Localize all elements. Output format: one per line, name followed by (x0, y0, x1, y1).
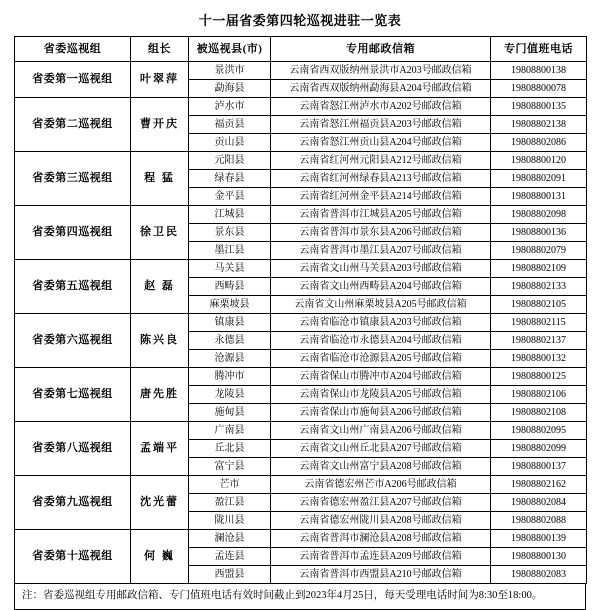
cell-mail-box: 云南省临沧市永德县A204号邮政信箱 (271, 332, 491, 350)
cell-mail-box: 云南省红河州金平县A214号邮政信箱 (271, 188, 491, 206)
cell-inspected-unit: 沧源县 (189, 350, 271, 368)
table-row (15, 368, 587, 386)
column-header-unit: 被巡视县(市) (189, 37, 271, 62)
column-header-mail: 专用邮政信箱 (271, 37, 491, 62)
cell-group-name: 省委第二巡视组 (15, 98, 131, 152)
cell-inspected-unit: 景洪市 (189, 62, 271, 80)
cell-mail-box: 云南省红河州元阳县A212号邮政信箱 (271, 152, 491, 170)
cell-duty-phone: 19808800135 (491, 98, 587, 116)
cell-inspected-unit: 施甸县 (189, 404, 271, 422)
cell-leader-name: 陈兴良 (131, 314, 189, 368)
cell-inspected-unit: 勐海县 (189, 80, 271, 98)
cell-inspected-unit: 澜沧县 (189, 530, 271, 548)
cell-mail-box: 云南省临沧市沧源县A205号邮政信箱 (271, 350, 491, 368)
cell-mail-box: 云南省怒江州贡山县A204号邮政信箱 (271, 134, 491, 152)
cell-leader-name: 叶翠萍 (131, 62, 189, 98)
cell-leader-name: 曹开庆 (131, 98, 189, 152)
footer-note (14, 583, 586, 610)
cell-inspected-unit: 景东县 (189, 224, 271, 242)
cell-inspected-unit: 盈江县 (189, 494, 271, 512)
cell-duty-phone: 19808800137 (491, 458, 587, 476)
cell-duty-phone: 19808802098 (491, 206, 587, 224)
cell-mail-box: 云南省文山州富宁县A208号邮政信箱 (271, 458, 491, 476)
cell-duty-phone: 19808802088 (491, 512, 587, 530)
cell-mail-box: 云南省怒江州泸水市A202号邮政信箱 (271, 98, 491, 116)
cell-duty-phone: 19808802079 (491, 242, 587, 260)
cell-group-name: 省委第十巡视组 (15, 530, 131, 584)
cell-duty-phone: 19808802084 (491, 494, 587, 512)
cell-mail-box: 云南省普洱市澜沧县A208号邮政信箱 (271, 530, 491, 548)
cell-mail-box: 云南省西双版纳州景洪市A203号邮政信箱 (271, 62, 491, 80)
table-header (15, 37, 587, 62)
cell-mail-box: 云南省普洱市孟连县A209号邮政信箱 (271, 548, 491, 566)
cell-inspected-unit: 元阳县 (189, 152, 271, 170)
cell-duty-phone: 19808802083 (491, 566, 587, 584)
table-row (15, 206, 587, 224)
cell-inspected-unit: 江城县 (189, 206, 271, 224)
cell-inspected-unit: 永德县 (189, 332, 271, 350)
cell-leader-name: 何 巍 (131, 530, 189, 584)
table-row (15, 476, 587, 494)
table-row (15, 422, 587, 440)
cell-inspected-unit: 马关县 (189, 260, 271, 278)
cell-group-name: 省委第七巡视组 (15, 368, 131, 422)
cell-mail-box: 云南省红河州绿春县A213号邮政信箱 (271, 170, 491, 188)
inspection-table (14, 36, 587, 584)
cell-duty-phone: 19808800130 (491, 548, 587, 566)
cell-duty-phone: 19808802099 (491, 440, 587, 458)
cell-inspected-unit: 孟连县 (189, 548, 271, 566)
cell-inspected-unit: 富宁县 (189, 458, 271, 476)
cell-inspected-unit: 麻栗坡县 (189, 296, 271, 314)
cell-duty-phone: 19808802105 (491, 296, 587, 314)
cell-leader-name: 程 猛 (131, 152, 189, 206)
table-header-row (15, 37, 587, 62)
cell-mail-box: 云南省保山市龙陵县A205号邮政信箱 (271, 386, 491, 404)
cell-mail-box: 云南省保山市腾冲市A204号邮政信箱 (271, 368, 491, 386)
cell-duty-phone: 19808802086 (491, 134, 587, 152)
cell-duty-phone: 19808800078 (491, 80, 587, 98)
cell-mail-box: 云南省德宏州盈江县A207号邮政信箱 (271, 494, 491, 512)
cell-inspected-unit: 芒市 (189, 476, 271, 494)
cell-inspected-unit: 泸水市 (189, 98, 271, 116)
cell-duty-phone: 19808800125 (491, 368, 587, 386)
table-row (15, 98, 587, 116)
cell-mail-box: 云南省文山州丘北县A207号邮政信箱 (271, 440, 491, 458)
cell-mail-box: 云南省德宏州陇川县A208号邮政信箱 (271, 512, 491, 530)
cell-group-name: 省委第五巡视组 (15, 260, 131, 314)
cell-leader-name: 徐卫民 (131, 206, 189, 260)
cell-leader-name: 沈光蕾 (131, 476, 189, 530)
cell-inspected-unit: 镇康县 (189, 314, 271, 332)
table-row (15, 62, 587, 80)
cell-mail-box: 云南省临沧市镇康县A203号邮政信箱 (271, 314, 491, 332)
cell-duty-phone: 19808802137 (491, 332, 587, 350)
cell-mail-box: 云南省德宏州芒市A206号邮政信箱 (271, 476, 491, 494)
cell-inspected-unit: 墨江县 (189, 242, 271, 260)
page-title: 十一届省委第四轮巡视进驻一览表 (198, 13, 402, 28)
cell-mail-box: 云南省普洱市墨江县A207号邮政信箱 (271, 242, 491, 260)
cell-inspected-unit: 福贡县 (189, 116, 271, 134)
cell-mail-box: 云南省普洱市景东县A206号邮政信箱 (271, 224, 491, 242)
cell-group-name: 省委第四巡视组 (15, 206, 131, 260)
cell-duty-phone: 19808802106 (491, 386, 587, 404)
cell-inspected-unit: 绿春县 (189, 170, 271, 188)
footer-note-text: 注：省委巡视组专用邮政信箱、专门值班电话有效时间截止到2023年4月25日，每天受理电话时间为8:30至18:00。 (22, 590, 543, 601)
cell-duty-phone: 19808802138 (491, 116, 587, 134)
table-row (15, 260, 587, 278)
cell-duty-phone: 19808802109 (491, 260, 587, 278)
cell-mail-box: 云南省怒江州福贡县A203号邮政信箱 (271, 116, 491, 134)
cell-duty-phone: 19808800136 (491, 224, 587, 242)
cell-inspected-unit: 腾冲市 (189, 368, 271, 386)
cell-mail-box: 云南省保山市施甸县A206号邮政信箱 (271, 404, 491, 422)
cell-duty-phone: 19808802162 (491, 476, 587, 494)
cell-mail-box: 云南省文山州广南县A206号邮政信箱 (271, 422, 491, 440)
cell-inspected-unit: 龙陵县 (189, 386, 271, 404)
cell-duty-phone: 19808800131 (491, 188, 587, 206)
cell-leader-name: 孟端平 (131, 422, 189, 476)
cell-inspected-unit: 西畴县 (189, 278, 271, 296)
cell-inspected-unit: 西盟县 (189, 566, 271, 584)
cell-mail-box: 云南省西双版纳州勐海县A204号邮政信箱 (271, 80, 491, 98)
table-row (15, 152, 587, 170)
cell-group-name: 省委第八巡视组 (15, 422, 131, 476)
cell-leader-name: 唐先胜 (131, 368, 189, 422)
cell-duty-phone: 19808802133 (491, 278, 587, 296)
cell-mail-box: 云南省文山州马关县A203号邮政信箱 (271, 260, 491, 278)
column-header-group: 省委巡视组 (15, 37, 131, 62)
cell-inspected-unit: 广南县 (189, 422, 271, 440)
cell-duty-phone: 19808802095 (491, 422, 587, 440)
cell-mail-box: 云南省普洱市西盟县A210号邮政信箱 (271, 566, 491, 584)
column-header-leader: 组长 (131, 37, 189, 62)
cell-inspected-unit: 丘北县 (189, 440, 271, 458)
cell-duty-phone: 19808800138 (491, 62, 587, 80)
cell-duty-phone: 19808802108 (491, 404, 587, 422)
cell-mail-box: 云南省文山州麻栗坡县A205号邮政信箱 (271, 296, 491, 314)
cell-duty-phone: 19808800139 (491, 530, 587, 548)
column-header-phone: 专门值班电话 (491, 37, 587, 62)
cell-duty-phone: 19808800120 (491, 152, 587, 170)
table-row (15, 314, 587, 332)
cell-mail-box: 云南省普洱市江城县A205号邮政信箱 (271, 206, 491, 224)
table-body (15, 62, 587, 584)
cell-duty-phone: 19808800132 (491, 350, 587, 368)
cell-group-name: 省委第三巡视组 (15, 152, 131, 206)
cell-group-name: 省委第一巡视组 (15, 62, 131, 98)
cell-group-name: 省委第六巡视组 (15, 314, 131, 368)
cell-mail-box: 云南省文山州西畴县A204号邮政信箱 (271, 278, 491, 296)
cell-group-name: 省委第九巡视组 (15, 476, 131, 530)
cell-inspected-unit: 贡山县 (189, 134, 271, 152)
cell-duty-phone: 19808802115 (491, 314, 587, 332)
table-row (15, 530, 587, 548)
cell-inspected-unit: 金平县 (189, 188, 271, 206)
cell-inspected-unit: 陇川县 (189, 512, 271, 530)
cell-duty-phone: 19808802091 (491, 170, 587, 188)
cell-leader-name: 赵 磊 (131, 260, 189, 314)
